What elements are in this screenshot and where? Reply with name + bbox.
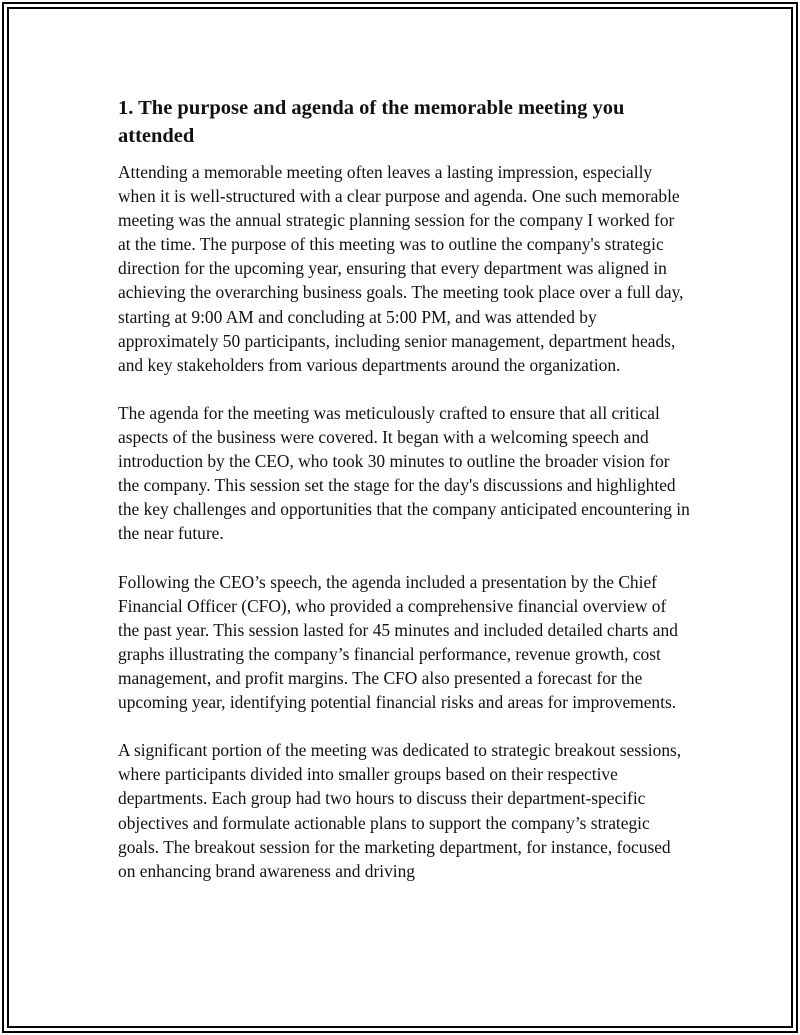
document-body xyxy=(118,94,690,907)
paragraph-breakout-sessions: A significant portion of the meeting was dedicated to strategic breakout sessions, where participants divided into smaller groups based on their respective departments. Each group had two hours to discuss their department-specific objectives and formulate actionable plans to support the company’s strategic goals. The breakout session for the marketing department, for instance, focused on enhancing brand awareness and driving xyxy=(118,740,682,881)
paragraph-agenda: The agenda for the meeting was meticulously crafted to ensure that all critical aspects of the business were covered. It began with a welcoming speech and introduction by the CEO, who took 30 minutes to outline the broader vision for the company. This session set the stage for the day's discussions and highlighted the key challenges and opportunities that the company anticipated encountering in the near future. xyxy=(118,402,690,544)
paragraph-cfo-presentation: Following the CEO’s speech, the agenda included a presentation by the Chief Financial Officer (CFO), who provided a comprehensive financial overview of the past year. This session lasted for 45 minutes and included detailed charts and graphs illustrating the company’s financial performance, revenue growth, cost management, and profit margins. The CFO also presented a forecast for the upcoming year, identifying potential financial risks and areas for improvements. xyxy=(118,571,678,713)
section-heading: 1. The purpose and agenda of the memorable meeting you attended xyxy=(118,97,625,147)
paragraph-purpose: Attending a memorable meeting often leaves a lasting impression, especially when it is well-structured with a clear purpose and agenda. One such memorable meeting was the annual strategic planning session for the company I worked for at the time. The purpose of this meeting was to outline the company's strategic direction for the upcoming year, ensuring that every department was aligned in achieving the overarching business goals. The meeting took place over a full day, starting at 9:00 AM and concluding at 5:00 PM, and was attended by approximately 50 participants, including senior management, department heads, and key stakeholders from various departments around the organization. xyxy=(118,162,684,375)
